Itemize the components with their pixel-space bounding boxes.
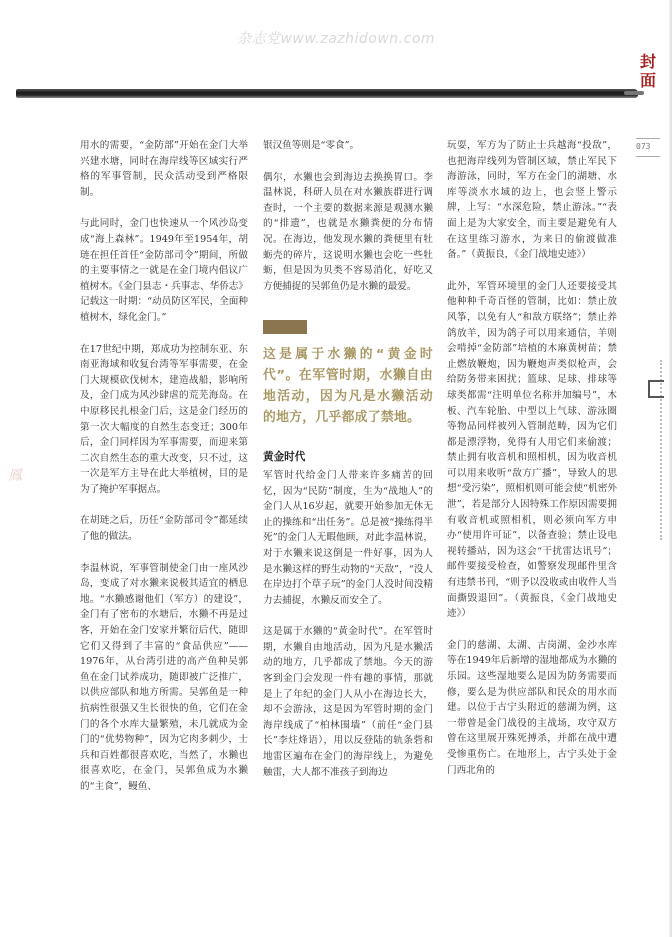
site-watermark: 杂志党www.zazhidown.com (236, 31, 436, 47)
paragraph: 此外，军管环境里的金门人还要接受其他种种千奇百怪的管制，比如：禁止放风筝，以免有人“和敌方联络”；禁止养鸽放羊，因为鸽子可以用来通信，羊则会啃掉“金防部”培植的木麻黄树苗；禁止燃放鞭炮，因为鞭炮声类似枪声，会给防务带来困扰；篮球、足球、排球等球类都需“注明单位名称并加编号”，木板、汽车轮胎、中型以上气球、游泳圈等物品同样被列入管制范畴，因为它们都是漂浮物，免得有人用它们来偷渡；禁止拥有收音机和照相机，因为收音机可以用来收听“敌方广播”，导致人的思想“受污染”，照相机则可能会使“机密外泄”，若是部分人因特殊工作原因需要拥有收音机或照相机，则必须向军方申办“使用许可证”，以备查验；禁止设电视转播站，因为这会“干扰雷达讯号”；邮件要接受检查，如警察发现邮件里含有违禁书刊，“则予以没收或由收件人当面撕毁退回”。（黄振良，《金门战地史迹》） (447, 280, 617, 620)
paragraph: 金门的慈湖、太湖、古岗湖、金沙水库等在1949年后新增的湿地都成为水獭的乐园。这些湿地要么是因为防务需要而修，要么是为供应部队和民众的用水而建。以位于古宁头附近的慈湖为例，这一带曾是金门战役的主战场，攻守双方曾在这里展开殊死搏杀，并都在战中遭受惨重伤亡。在地形上，古宁头处于金门西北角的 (447, 639, 617, 776)
pull-quote: 这是属于水獭的“黄金时代”。在军管时期，水獭自由地活动，因为凡是水獭活动的地方，几乎都成了禁地。 (263, 347, 433, 426)
stamp-text: 鳳 (7, 467, 24, 484)
paragraph: 这是属于水獭的“黄金时代”。在军管时期，水獭自由地活动，因为凡是水獭活动的地方，几乎都成了禁地。今天的游客到金门会发现一件有趣的事情，那就是上了年纪的金门人从小在海边长大，却不会游泳，这是因为军管时期的金门海岸线成了“柏林围墙”（前任“金门县长”李炷烽语），用以反登陆的轨条砦和地雷区遍布在金门的海岸线上，为避免触雷，大人都不准孩子到海边 (263, 626, 433, 778)
paragraph: 银汉鱼等则是“零食”。 (263, 140, 360, 151)
paragraph: 与此同时，金门也快速从一个风沙岛变成“海上森林”。1949年至1954年，胡琏在担任首任“金防部司令”期间，所做的主要事情之一就是在金门境内倡议广植树木。《金门县志・兵事志、华侨志》记载这一时期：“动员防区军民，全面种植树木，绿化金门。” (80, 218, 248, 323)
article-column-1 (80, 138, 248, 811)
paragraph: 玩耍，军方为了防止士兵越海“投敌”，也把海岸线列为管制区域，禁止军民下海游泳，同时，军方在金门的湖塘、水库等淡水水域的边上，也会竖上警示牌，上写：“水深危险，禁止游泳。”“表面上是为大家安全，而主要是避免有人在这里练习游水，为来日的偷渡做准备。”（黄振良，《金门战地史迹》） (447, 140, 617, 261)
subheading: 黄金时代 (263, 451, 306, 464)
page-number: 073 (636, 142, 651, 151)
paragraph: 军管时代给金门人带来许多痛苦的回忆，因为“民防”制度，生为“战地人”的金门人从16岁起，就要开始参加无休无止的操练和“出任务”。总是被“操练得半死”的金门人无暇他顾，对此李温林说，对于水獭来说这倒是一件好事，因为人是水獭这样的野生动物的“天敌”，“没人在岸边打个草子玩”的金门人没时间没精力去捕捉，水獭反而安全了。 (263, 469, 433, 606)
page-number-rule-bottom (636, 156, 660, 157)
paragraph: 用水的需要，“金防部”开始在金门大举兴建水塘，同时在海岸线等区域实行严格的军事管制，民众活动受到严格限制。 (80, 140, 248, 198)
page-number-rule-top (636, 138, 660, 139)
paragraph: 李温林说，军事管制使金门由一座风沙岛，变成了对水獭来说极其适宜的栖息地。“水獭感谢他们（军方）的建设”，金门有了密布的水塘后，水獭不再是过客，开始在金门安家并繁衍后代，随即它们又得到了丰富的“食品供应”——1976年，从台湾引进的高产鱼种吴郭鱼在金门试养成功，随即被广泛推广，以供应部队和地方所需。吴郭鱼是一种抗病性很强又生长很快的鱼，它们在金门的各个水库大量繁殖，未几就成为金门的“优势物种”，因为它肉多刺少，士兵和百姓都很喜欢吃，当然了，水獭也很喜欢吃，在金门，吴郭鱼成为水獭的“主食”，鳗鱼、 (80, 562, 248, 792)
paragraph: 在17世纪中期，郑成功为控制东亚、东南亚海域和收复台湾等军事需要，在金门大规模砍伐树木，建造战船，影响所及，金门成为风沙肆虐的荒芜海岛。在中原移民扎根金门后，这是金门经历的第一次大幅度的自然生态变迁；300年后，金门同样因为军事需要，而迎来第二次自然生态的重大改变，只不过，这一次是军方主导在此大举植树，目的是为了掩护军事据点。 (80, 343, 248, 495)
article-column-2 (263, 138, 433, 796)
brush-stroke-header-rule (16, 89, 638, 98)
paragraph: 在胡琏之后，历任“金防部司令”都延续了他的做法。 (80, 515, 248, 543)
paragraph: 偶尔，水獭也会到海边去换换胃口。李温林说，科研人员在对水獭族群进行调查时，一个主要的数据来源是观测水獭的“排遗”，也就是水獭粪便的分布情况。在海边，他发现水獭的粪便里有牡蛎壳的碎片，这说明水獭也会吃一些牡蛎，但是因为贝类不容易消化，好吃又方便捕捉的吴郭鱼仍是水獭的最爱。 (263, 171, 433, 292)
pull-quote-accent-bar (263, 320, 307, 334)
margin-bracket-mark (648, 380, 664, 398)
article-column-3 (447, 138, 617, 794)
section-label: 封面 (640, 52, 657, 90)
